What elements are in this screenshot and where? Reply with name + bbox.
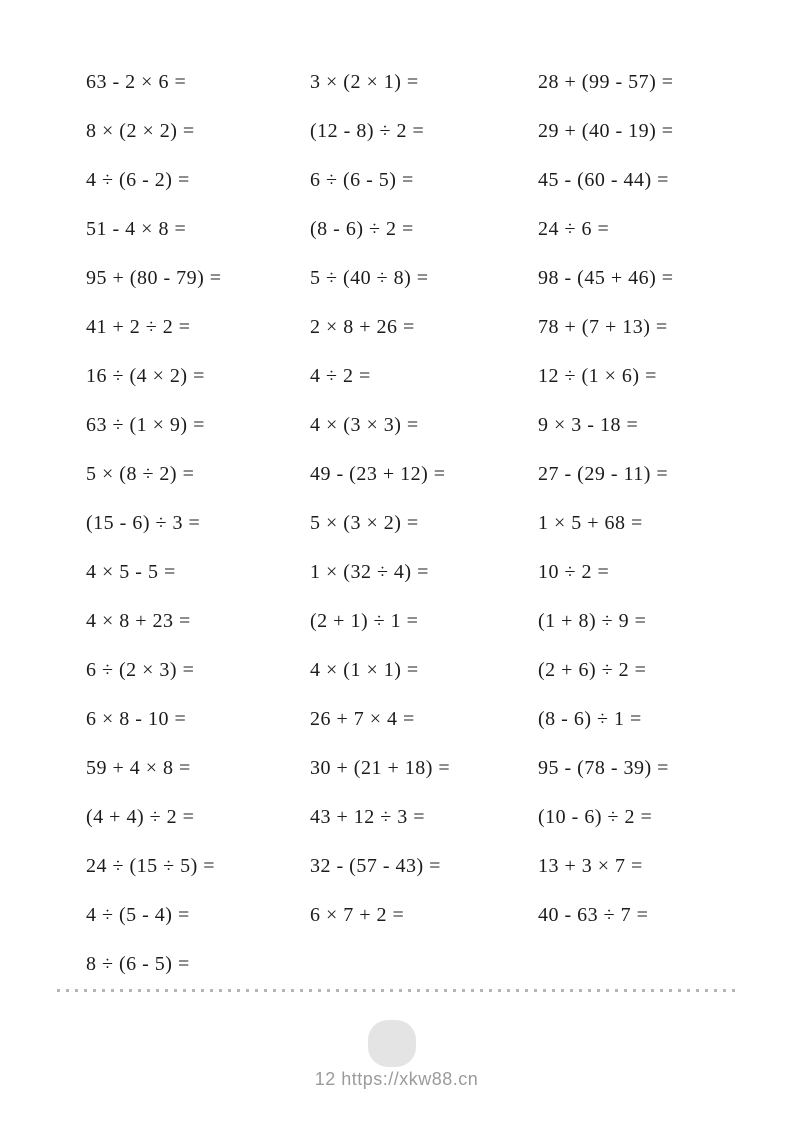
problem-cell: 45 - (60 - 44) = [538,169,669,191]
problem-cell: 6 ÷ (6 - 5) = [310,169,414,191]
problem-cell: 10 ÷ 2 = [538,561,610,583]
problem-cell: 63 ÷ (1 × 9) = [86,414,205,436]
problem-cell: 4 × (1 × 1) = [310,659,419,681]
problem-cell: 43 + 12 ÷ 3 = [310,806,426,828]
problem-cell: 95 + (80 - 79) = [86,267,222,289]
problem-cell: (2 + 1) ÷ 1 = [310,610,419,632]
problem-cell: 51 - 4 × 8 = [86,218,187,240]
footer-text: 12 https://xkw88.cn [314,1069,479,1089]
problem-cell: 95 - (78 - 39) = [538,757,669,779]
problem-cell: 5 ÷ (40 ÷ 8) = [310,267,429,289]
problem-cell: 30 + (21 + 18) = [310,757,451,779]
problem-cell: 4 × 8 + 23 = [86,610,191,632]
problem-cell: 49 - (23 + 12) = [310,463,446,485]
problem-cell: 98 - (45 + 46) = [538,267,674,289]
problem-cell: 13 + 3 × 7 = [538,855,643,877]
problem-cell: 59 + 4 × 8 = [86,757,191,779]
problem-cell: (1 + 8) ÷ 9 = [538,610,647,632]
problem-cell: 6 ÷ (2 × 3) = [86,659,195,681]
problem-cell: 6 × 7 + 2 = [310,904,405,926]
problem-cell: (15 - 6) ÷ 3 = [86,512,201,534]
problem-cell: (2 + 6) ÷ 2 = [538,659,647,681]
problem-cell: (4 + 4) ÷ 2 = [86,806,195,828]
problem-cell: 9 × 3 - 18 = [538,414,639,436]
problem-cell: 5 × (8 ÷ 2) = [86,463,195,485]
problem-cell: 4 × 5 - 5 = [86,561,176,583]
problem-cell: 4 ÷ (6 - 2) = [86,169,190,191]
problem-cell: 8 ÷ (6 - 5) = [86,953,190,975]
problem-cell: 1 × 5 + 68 = [538,512,643,534]
problem-cell: 5 × (3 × 2) = [310,512,419,534]
problem-cell: 3 × (2 × 1) = [310,71,419,93]
problem-cell: 63 - 2 × 6 = [86,71,187,93]
problem-cell: 8 × (2 × 2) = [86,120,195,142]
problems-grid [0,58,793,989]
problem-cell: 4 × (3 × 3) = [310,414,419,436]
problem-cell: 1 × (32 ÷ 4) = [310,561,429,583]
problem-cell: 4 ÷ 2 = [310,365,371,387]
watermark-blob [368,1020,416,1067]
problem-cell: 24 ÷ 6 = [538,218,610,240]
problem-cell: 41 + 2 ÷ 2 = [86,316,191,338]
problem-cell: (8 - 6) ÷ 1 = [538,708,642,730]
problem-cell: 27 - (29 - 11) = [538,463,669,485]
problem-cell: 24 ÷ (15 ÷ 5) = [86,855,216,877]
dotted-divider [57,989,738,992]
problem-cell: 16 ÷ (4 × 2) = [86,365,205,387]
problem-cell: 28 + (99 - 57) = [538,71,674,93]
problem-cell: (8 - 6) ÷ 2 = [310,218,414,240]
problem-cell: 12 ÷ (1 × 6) = [538,365,657,387]
problem-cell: 4 ÷ (5 - 4) = [86,904,190,926]
problem-cell: 78 + (7 + 13) = [538,316,668,338]
problem-cell: 40 - 63 ÷ 7 = [538,904,649,926]
problem-cell: 2 × 8 + 26 = [310,316,415,338]
problem-cell: 6 × 8 - 10 = [86,708,187,730]
problem-cell: 26 + 7 × 4 = [310,708,415,730]
problem-cell: 32 - (57 - 43) = [310,855,441,877]
problem-cell: 29 + (40 - 19) = [538,120,674,142]
problem-cell: (10 - 6) ÷ 2 = [538,806,653,828]
problem-cell: (12 - 8) ÷ 2 = [310,120,425,142]
